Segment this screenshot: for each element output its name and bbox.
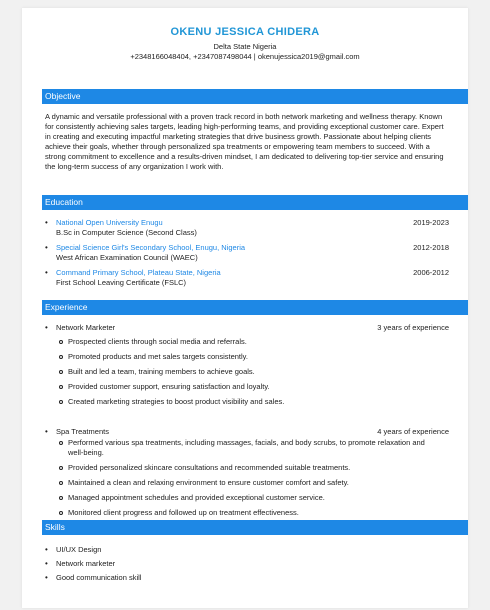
section-header-experience: Experience [42, 300, 468, 315]
job-duration: 3 years of experience [377, 323, 449, 332]
circle-bullet-icon [59, 385, 63, 389]
circle-bullet-icon [59, 511, 63, 515]
education-years: 2019-2023 [413, 218, 449, 227]
education-degree: B.Sc in Computer Science (Second Class) [56, 228, 197, 237]
resume-page [22, 8, 468, 608]
education-list [45, 218, 447, 298]
circle-bullet-icon [59, 441, 63, 445]
bullet-icon: • [45, 268, 48, 277]
job-title: Spa Treatments [56, 427, 109, 436]
job-title: Network Marketer [56, 323, 116, 332]
circle-bullet-icon [59, 466, 63, 470]
circle-bullet-icon [59, 400, 63, 404]
bullet-icon: • [45, 427, 48, 436]
education-degree: First School Leaving Certificate (FSLC) [56, 278, 187, 287]
education-years: 2006-2012 [413, 268, 449, 277]
bullet-icon: • [45, 323, 48, 332]
bullet-icon: • [45, 559, 48, 568]
circle-bullet-icon [59, 481, 63, 485]
candidate-name: OKENU JESSICA CHIDERA [170, 26, 320, 38]
experience-list: • Network Marketer 3 years of experience Prospected clients through social media and referrals. Promoted products and met sales targets consistently. Built and led a team, training members to achieve goals. Provided customer support, ensuring satisfaction and loyalty. Created marketing strategies to boost product visibility and sales. • Spa Treatments 4 years of experience Performed various spa treatments, including massages, facials, and body scrubs, to promote relaxation and well-being. Provided personalized skincare consultations and recommended suitable treatments. Maintained a clean and relaxing environment to ensure customer comfort and safety. Managed appointment schedules and provided exceptional customer service. Monitored client progress and followed up on treatment effectiveness. [45, 323, 449, 517]
section-header-education: Education [42, 195, 468, 210]
circle-bullet-icon [59, 370, 63, 374]
education-school: National Open University Enugu [56, 218, 163, 227]
job-duration: 4 years of experience [377, 427, 449, 436]
bullet-icon: • [45, 573, 48, 582]
circle-bullet-icon [59, 496, 63, 500]
education-school: Special Science Girl's Secondary School, Enugu, Nigeria [56, 243, 246, 252]
circle-bullet-icon [59, 340, 63, 344]
education-degree: West African Examination Council (WAEC) [56, 253, 198, 262]
bullet-icon: • [45, 218, 48, 227]
circle-bullet-icon [59, 355, 63, 359]
bullet-icon: • [45, 243, 48, 252]
section-header-skills: Skills [42, 520, 468, 535]
skills-list: • UI/UX Design • Network marketer • Good communication skill [45, 545, 142, 582]
objective-text: A dynamic and versatile professional with a proven track record in both network marketing and wellness therapy. Known for consistently achieving sales targets, leading high-performing teams, and providing exceptional customer care. Expert in creating and executing impactful marketing strategies that drive business growth. Passionate about helping clients achieve their goals, whether through personalized spa treatments or empowering team members to succeed. With a strong commitment to excellence and a results-driven mindset, I am dedicated to delivering top-tier service and ensuring the long-term success of any organization I work with. [45, 112, 444, 171]
resume-header [22, 26, 468, 61]
education-years: 2012-2018 [413, 243, 449, 252]
bullet-icon: • [45, 545, 48, 554]
candidate-location: Delta State Nigeria [213, 42, 277, 51]
section-header-objective: Objective [42, 89, 468, 104]
candidate-contact: +2348166048404, +2347087498044 | okenujessica2019@gmail.com [130, 52, 360, 61]
education-school: Command Primary School, Plateau State, Nigeria [56, 268, 221, 277]
